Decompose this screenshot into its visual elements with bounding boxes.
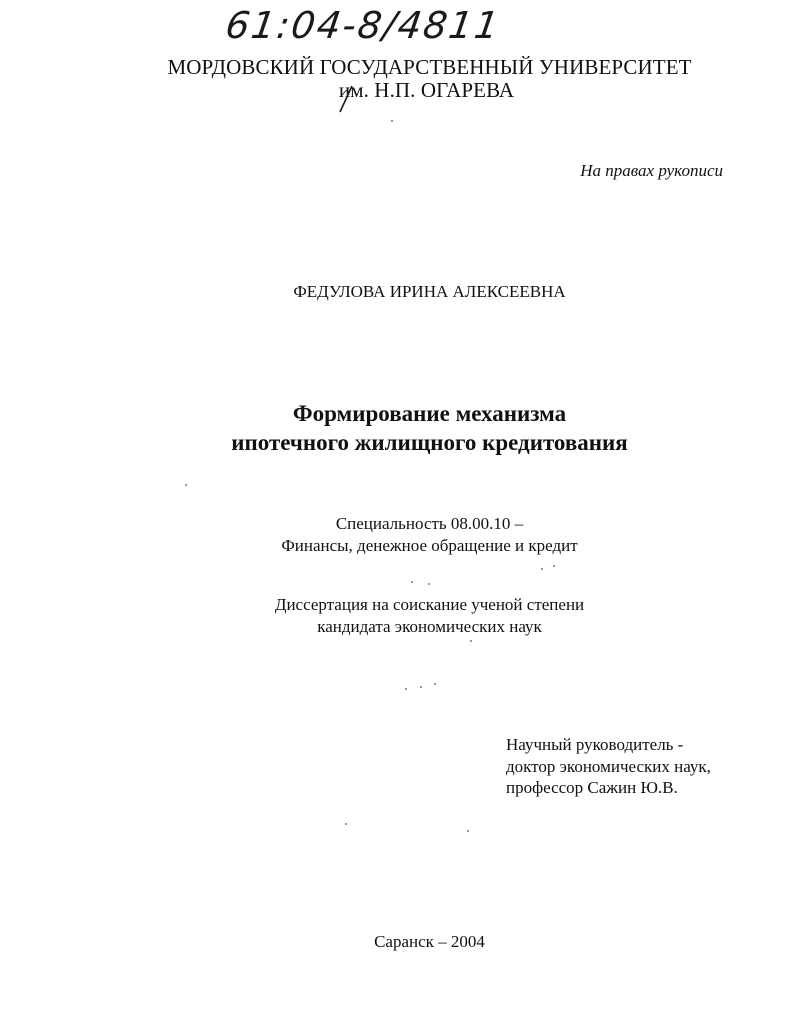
- scan-speck: [345, 823, 347, 825]
- scan-speck: [470, 640, 472, 642]
- supervisor-name: профессор Сажин Ю.В.: [506, 778, 678, 797]
- degree-line2: кандидата экономических наук: [317, 617, 542, 636]
- supervisor-degree: доктор экономических наук,: [506, 757, 711, 776]
- degree-line1: Диссертация на соискание ученой степени: [274, 595, 585, 614]
- scan-speck: [467, 830, 469, 832]
- scan-speck: [405, 688, 407, 690]
- specialty-code: Специальность 08.00.10 –: [335, 514, 524, 533]
- rights-note: На правах рукописи: [580, 161, 723, 180]
- scan-speck: [541, 568, 543, 570]
- scan-speck: [185, 484, 187, 486]
- specialty-name: Финансы, денежное обращение и кредит: [281, 536, 578, 555]
- scan-speck: [428, 583, 430, 585]
- supervisor-label: Научный руководитель -: [506, 735, 684, 754]
- scan-speck: [553, 565, 555, 567]
- scan-speck: [434, 683, 436, 685]
- university-name-line1: МОРДОВСКИЙ ГОСУДАРСТВЕННЫЙ УНИВЕРСИТЕТ: [167, 55, 692, 79]
- dissertation-title-line1: Формирование механизма: [292, 401, 567, 426]
- author-name: ФЕДУЛОВА ИРИНА АЛЕКСЕЕВНА: [293, 282, 566, 301]
- dissertation-title-line2: ипотечного жилищного кредитования: [231, 430, 628, 455]
- scan-speck: [411, 581, 413, 583]
- scan-speck: [420, 686, 422, 688]
- university-name-line2: им. Н.П. ОГАРЕВА: [338, 78, 515, 102]
- scan-speck: [391, 120, 393, 122]
- handwritten-archive-number: 61:04-8/4811: [222, 4, 504, 47]
- place-and-year: Саранск – 2004: [374, 932, 485, 951]
